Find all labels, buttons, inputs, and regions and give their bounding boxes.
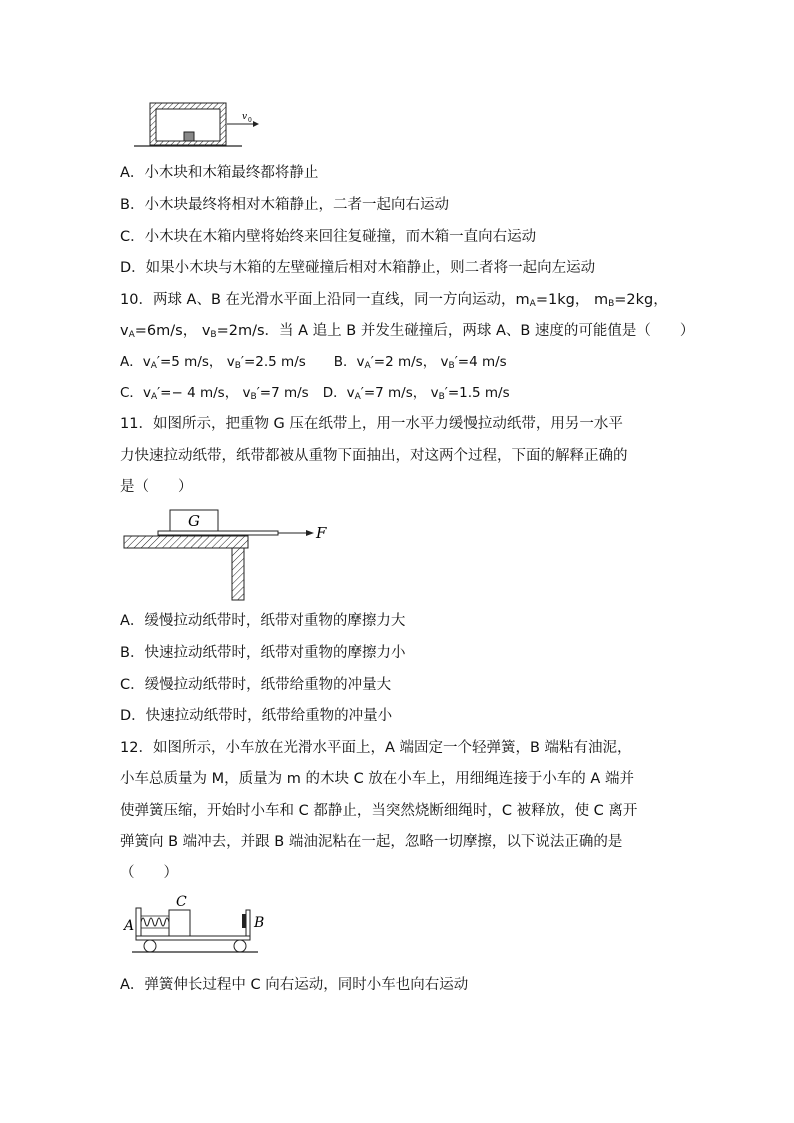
q11-option-d: D．快速拉动纸带时，纸带给重物的冲量小 — [120, 708, 393, 724]
b-label: B — [254, 915, 265, 931]
c-label: C — [176, 894, 187, 910]
q10-stem-line2: $v_A=6m/s$， $v_B=2m/s$．当 A 追上 B 并发生碰撞后，两球 A、B 速度的可能值是（ ） — [120, 323, 695, 340]
f-label: F — [316, 524, 327, 542]
v0-sub: 0 — [248, 117, 252, 124]
q9-option-a: A．小木块和木箱最终都将静止 — [120, 165, 319, 181]
block-c — [169, 910, 190, 936]
wheel-left — [144, 940, 156, 952]
q9-option-d: D．如果小木块与木箱的左壁碰撞后相对木箱静止，则二者将一起向左运动 — [120, 260, 596, 276]
q11-option-a: A．缓慢拉动纸带时，纸带对重物的摩擦力大 — [120, 613, 406, 629]
a-label: A — [124, 918, 135, 934]
g-label: G — [188, 512, 200, 530]
q11-stem-line1: 11．如图所示，把重物 G 压在纸带上，用一水平力缓慢拉动纸带，用另一水平 — [120, 416, 623, 432]
q12-option-a: A．弹簧伸长过程中 C 向右运动，同时小车也向右运动 — [120, 977, 469, 993]
q9-option-b: B．小木块最终将相对木箱静止，二者一起向右运动 — [120, 197, 449, 213]
q11-stem-line3: 是（ ） — [120, 479, 193, 495]
wheel-right — [234, 940, 246, 952]
q11-option-c: C．缓慢拉动纸带时，纸带给重物的冲量大 — [120, 677, 392, 693]
q12-stem-line5: （ ） — [120, 865, 178, 881]
q12-stem-line4: 弹簧向 B 端冲去，并跟 B 端油泥粘在一起，忽略一切摩擦，以下说法正确的是 — [120, 834, 623, 850]
q11-stem-line2: 力快速拉动纸带，纸带都被从重物下面抽出，对这两个过程，下面的解释正确的 — [120, 448, 628, 464]
v0-label: v — [242, 112, 248, 122]
q9-option-c: C．小木块在木箱内壁将始终来回往复碰撞，而木箱一直向右运动 — [120, 229, 537, 245]
q10-options-ab: A．$v_A'=5$ m/s， $v_B'=2.5$ m/s B．$v_A'=2$ m/s， $v_B'=4$ m/s — [120, 354, 507, 371]
q10-stem-line1: 10．两球 A、B 在光滑水平面上沿同一直线，同一方向运动，$m_A=1kg$， $m_B=2kg$， — [120, 292, 668, 309]
putty — [242, 914, 246, 928]
q10-options-cd: C．$v_A'=- 4$ m/s， $v_B'=7$ m/s D．$v_A'=7$ m/s， $v_B'=1.5$ m/s — [120, 385, 510, 402]
q12-stem-line3: 使弹簧压缩，开始时小车和 C 都静止，当突然烧断细绳时，C 被释放，使 C 离开 — [120, 803, 638, 819]
small-block — [184, 132, 194, 141]
q11-table-figure — [120, 505, 340, 605]
q12-cart-figure — [120, 890, 280, 960]
q12-stem-line2: 小车总质量为 M，质量为 m 的木块 C 放在小车上，用细绳连接于小车的 A 端并 — [120, 771, 634, 787]
q9-box-figure — [130, 95, 270, 155]
q11-option-b: B．快速拉动纸带时，纸带对重物的摩擦力小 — [120, 645, 406, 661]
q12-stem-line1: 12．如图所示，小车放在光滑水平面上，A 端固定一个轻弹簧，B 端粘有油泥， — [120, 740, 632, 756]
